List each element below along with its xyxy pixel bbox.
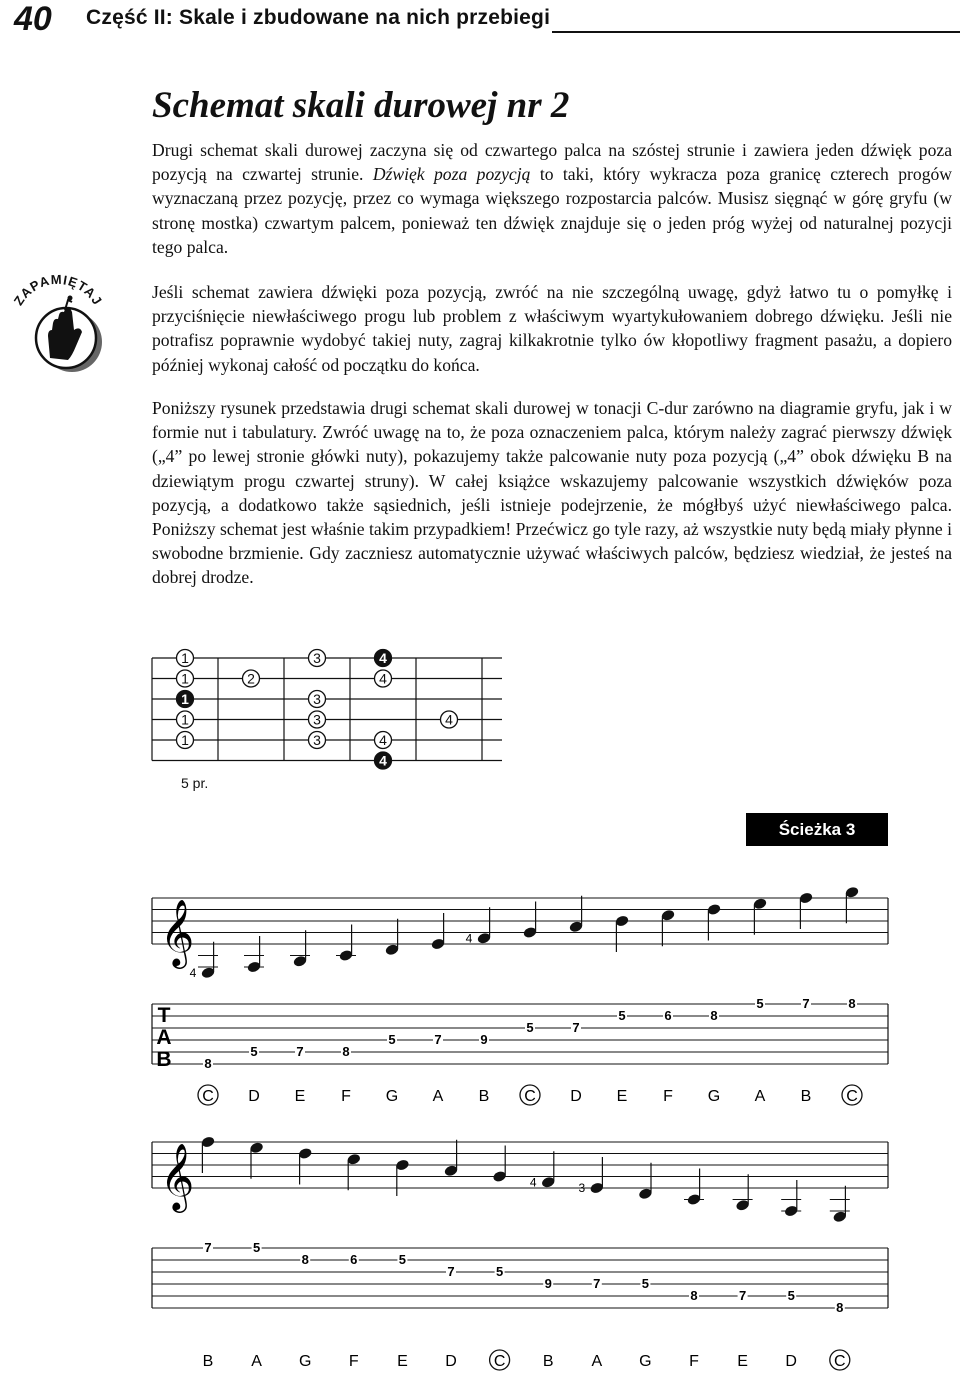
note bbox=[290, 930, 310, 967]
note-name bbox=[543, 1353, 554, 1370]
svg-text:D: D bbox=[785, 1353, 797, 1370]
fret-position-label: 5 pr. bbox=[181, 775, 209, 791]
note-name bbox=[349, 1353, 359, 1370]
tab-clef-letter: A bbox=[156, 1026, 172, 1049]
note-name bbox=[520, 1085, 540, 1105]
note bbox=[444, 1140, 459, 1177]
note-name bbox=[341, 1088, 351, 1105]
fret-dot bbox=[309, 650, 326, 667]
tab-number: 7 bbox=[572, 1020, 580, 1035]
remember-badge-label: ZAPAMIĘTAJ bbox=[10, 271, 106, 309]
note bbox=[707, 903, 722, 940]
svg-text:4: 4 bbox=[379, 732, 387, 748]
tab-number: 8 bbox=[710, 1008, 718, 1023]
tab-number: 7 bbox=[296, 1044, 304, 1059]
tab-number: 9 bbox=[544, 1276, 552, 1291]
note-name bbox=[198, 1085, 218, 1105]
note-name bbox=[490, 1350, 510, 1370]
svg-text:F: F bbox=[348, 1353, 359, 1370]
fret-dot bbox=[375, 732, 392, 749]
note bbox=[346, 1153, 361, 1190]
paragraph-2: Jeśli schemat zawiera dźwięki poza pozycją, zwróć na nie szczególną uwagę, gdyż łatwo tu o pomyłkę i przyciśnięcie niewłaściwego progu lub problem z właściwym wyartykułowaniem dobrego dźwięku. Jeśli nie potrafisz poprawnie wydobyć takiej nuty, zagraj kilkakrotnie tylko ów kłopotliwy fragment pasażu, a dopiero później wykonaj całość od początku do końca. bbox=[152, 282, 952, 375]
tab-number: 5 bbox=[641, 1276, 650, 1291]
note bbox=[799, 892, 814, 929]
svg-text:C: C bbox=[846, 1088, 858, 1105]
tab-number: 5 bbox=[526, 1020, 534, 1035]
paragraph-3: Poniższy rysunek przedstawia drugi schemat skali durowej w tonacji C-dur zarówno na diagramie gryfu, jak i w formie nut i tabulatury. Zwróć uwagę na to, że poza oznaczeniem palca, którym należy zagrać pierwszy dźwięk („4” po lewej stronie główki nuty), pokazujemy także palcowanie nuty poza pozycją („4” obok dźwięku B na dziewiątym progu czwartej struny). W całej książce wskazujemy palcowanie wszystkich dźwięków poza pozycją, a dodatkowo także sąsiednich, jeśli istnieje podejrzenie, że mógłbyś użyć niewłaściwego palca. Poniższy schemat jest właśnie takim przypadkiem! Przećwicz go tyle razy, aż wszystkie nuty będą miały płynne i swobodne brzmienie. Gdy zaczniesz automatycznie używać właściwych palców, będziesz wiedział, że jesteś na dobrej drodze. bbox=[152, 398, 952, 588]
svg-text:1: 1 bbox=[181, 711, 189, 728]
svg-text:3: 3 bbox=[313, 650, 321, 666]
fret-dot bbox=[243, 670, 260, 687]
svg-text:A: A bbox=[754, 1088, 766, 1105]
note bbox=[395, 1159, 410, 1196]
notation-system-1 bbox=[0, 860, 960, 1115]
tab-number: 8 bbox=[342, 1044, 350, 1059]
fret-dot bbox=[177, 732, 194, 749]
note bbox=[638, 1163, 653, 1200]
tab-number: 5 bbox=[388, 1032, 396, 1047]
tab-number: 6 bbox=[350, 1252, 358, 1267]
fingering-number: 4 bbox=[189, 965, 197, 980]
note-name bbox=[639, 1353, 651, 1370]
note-name bbox=[801, 1088, 812, 1105]
track-label: Ścieżka 3 bbox=[746, 813, 888, 846]
fret-dot bbox=[375, 670, 392, 687]
svg-text:G: G bbox=[707, 1088, 721, 1105]
remember-badge bbox=[2, 268, 114, 378]
note bbox=[661, 909, 676, 946]
tab-number: 8 bbox=[301, 1252, 309, 1267]
svg-text:A: A bbox=[251, 1353, 262, 1370]
fingering-number: 4 bbox=[465, 931, 473, 946]
term-out-of-position: Dźwięk poza pozycją bbox=[372, 164, 531, 185]
paragraph-1-end: to taki, który wykracza poza granicę czterech progów wyznaczaną przez pozycję, przez co wymaga większego rozpostarcia palców. Musisz sięgnąć w górę gryfu (w stronę mostka) czwartym palcem, ponieważ ten dźwięk znajduje się o jeden próg wyżej od naturalnej pozycji tego palca. bbox=[152, 164, 952, 257]
note bbox=[753, 897, 768, 934]
svg-text:G: G bbox=[385, 1088, 399, 1105]
svg-text:1: 1 bbox=[181, 670, 189, 687]
svg-text:G: G bbox=[298, 1353, 312, 1370]
note bbox=[845, 886, 860, 923]
tab-number: 7 bbox=[204, 1240, 212, 1255]
note-name bbox=[445, 1353, 457, 1370]
header-rule bbox=[552, 31, 960, 33]
note-name bbox=[755, 1088, 766, 1105]
section-title: Schemat skali durowej nr 2 bbox=[152, 85, 570, 126]
svg-text:E: E bbox=[397, 1353, 408, 1370]
tab-number: 5 bbox=[756, 996, 764, 1011]
fingering-number: 4 bbox=[529, 1175, 537, 1190]
svg-text:E: E bbox=[616, 1088, 628, 1105]
note bbox=[569, 896, 584, 933]
fret-dot bbox=[177, 650, 194, 667]
note bbox=[431, 913, 446, 950]
note bbox=[781, 1180, 801, 1217]
svg-text:E: E bbox=[737, 1353, 748, 1370]
tab-clef-letter: B bbox=[156, 1048, 172, 1071]
svg-text:D: D bbox=[570, 1088, 582, 1105]
notation-system-2 bbox=[0, 1130, 960, 1374]
note-name bbox=[689, 1353, 699, 1370]
tab-number: 8 bbox=[848, 996, 856, 1011]
svg-text:4: 4 bbox=[445, 711, 453, 728]
svg-text:F: F bbox=[663, 1088, 673, 1105]
fret-dot bbox=[441, 711, 458, 728]
tab-number: 9 bbox=[480, 1032, 488, 1047]
svg-text:4: 4 bbox=[379, 650, 387, 666]
fret-dot bbox=[375, 650, 392, 667]
note bbox=[298, 1147, 313, 1184]
tab-number: 7 bbox=[802, 996, 810, 1011]
fret-dot bbox=[309, 732, 326, 749]
note-name bbox=[663, 1088, 673, 1105]
paragraph-1 bbox=[152, 138, 952, 259]
tab-number: 5 bbox=[787, 1288, 795, 1303]
svg-text:1: 1 bbox=[181, 650, 189, 666]
note bbox=[249, 1141, 264, 1178]
tab-number: 7 bbox=[447, 1264, 455, 1279]
note bbox=[201, 1136, 216, 1173]
tab-number: 7 bbox=[593, 1276, 601, 1291]
note bbox=[733, 1174, 753, 1211]
note-name bbox=[830, 1350, 850, 1370]
note-name bbox=[591, 1353, 602, 1370]
svg-text:B: B bbox=[800, 1088, 812, 1105]
fret-dot bbox=[177, 711, 194, 728]
tab-number: 7 bbox=[738, 1288, 747, 1303]
fingering-number: 3 bbox=[578, 1181, 586, 1195]
tab-number: 7 bbox=[434, 1032, 442, 1047]
svg-text:E: E bbox=[294, 1088, 306, 1105]
svg-text:A: A bbox=[591, 1353, 603, 1370]
page-number: 40 bbox=[14, 0, 52, 38]
note-name bbox=[386, 1088, 398, 1105]
treble-clef-icon: 𝄞 bbox=[160, 1144, 195, 1209]
note-name bbox=[617, 1088, 628, 1105]
tab-number: 8 bbox=[204, 1056, 212, 1071]
tab-clef-letter: T bbox=[157, 1004, 171, 1027]
note bbox=[244, 936, 264, 973]
svg-text:1: 1 bbox=[181, 732, 189, 748]
note-name bbox=[737, 1353, 748, 1370]
tab-number: 5 bbox=[618, 1008, 626, 1023]
note-name bbox=[299, 1353, 311, 1370]
note-name bbox=[248, 1088, 260, 1105]
fret-dot bbox=[177, 691, 194, 708]
note bbox=[385, 919, 400, 956]
svg-text:2: 2 bbox=[247, 670, 255, 687]
svg-text:B: B bbox=[478, 1088, 490, 1105]
svg-text:D: D bbox=[248, 1088, 260, 1105]
svg-text:B: B bbox=[202, 1353, 214, 1370]
svg-text:C: C bbox=[493, 1353, 506, 1370]
svg-text:3: 3 bbox=[313, 691, 321, 707]
treble-clef-icon: 𝄞 bbox=[160, 900, 195, 965]
svg-text:C: C bbox=[202, 1088, 214, 1105]
note bbox=[615, 915, 630, 952]
tab-number: 5 bbox=[398, 1252, 407, 1267]
note-name bbox=[203, 1353, 214, 1370]
tab-number: 8 bbox=[690, 1288, 698, 1303]
note-name bbox=[708, 1088, 720, 1105]
svg-text:1: 1 bbox=[181, 691, 189, 707]
svg-text:3: 3 bbox=[313, 732, 321, 748]
svg-text:A: A bbox=[432, 1088, 444, 1105]
part-title: Część II: Skale i zbudowane na nich przebiegi bbox=[86, 6, 551, 29]
svg-text:C: C bbox=[834, 1353, 846, 1370]
fret-dot bbox=[309, 711, 326, 728]
note bbox=[336, 925, 356, 962]
tab-number: 5 bbox=[252, 1240, 261, 1255]
note bbox=[492, 1146, 507, 1183]
fret-dot bbox=[375, 752, 392, 769]
note-name bbox=[842, 1085, 862, 1105]
svg-text:C: C bbox=[524, 1088, 536, 1105]
svg-text:3: 3 bbox=[313, 711, 321, 728]
svg-text:B: B bbox=[542, 1353, 554, 1370]
svg-text:F: F bbox=[341, 1088, 351, 1105]
note-name bbox=[397, 1353, 408, 1370]
svg-text:G: G bbox=[639, 1353, 652, 1370]
fret-dot bbox=[177, 670, 194, 687]
svg-text:F: F bbox=[689, 1353, 699, 1370]
svg-text:4: 4 bbox=[379, 752, 387, 769]
note-name bbox=[251, 1353, 262, 1370]
note bbox=[466, 907, 492, 945]
note bbox=[530, 1151, 556, 1189]
svg-text:D: D bbox=[445, 1353, 457, 1370]
fret-dot bbox=[309, 691, 326, 708]
paragraph-1-start: Drugi schemat skali durowej zaczyna się od czwartego palca na szóstej strunie i zawiera jeden dźwięk poza pozycją na czwartej strunie. bbox=[152, 140, 952, 185]
tab-number: 5 bbox=[250, 1044, 258, 1059]
note-name bbox=[479, 1088, 490, 1105]
note-name bbox=[433, 1088, 444, 1105]
note-name bbox=[785, 1353, 797, 1370]
tab-number: 8 bbox=[836, 1300, 844, 1315]
tab-number: 6 bbox=[664, 1008, 672, 1023]
note-name bbox=[570, 1088, 582, 1105]
note-name bbox=[295, 1088, 306, 1105]
svg-text:4: 4 bbox=[379, 670, 387, 687]
note bbox=[523, 902, 538, 939]
tab-number: 5 bbox=[495, 1264, 504, 1279]
note bbox=[684, 1169, 704, 1206]
note bbox=[830, 1186, 850, 1223]
